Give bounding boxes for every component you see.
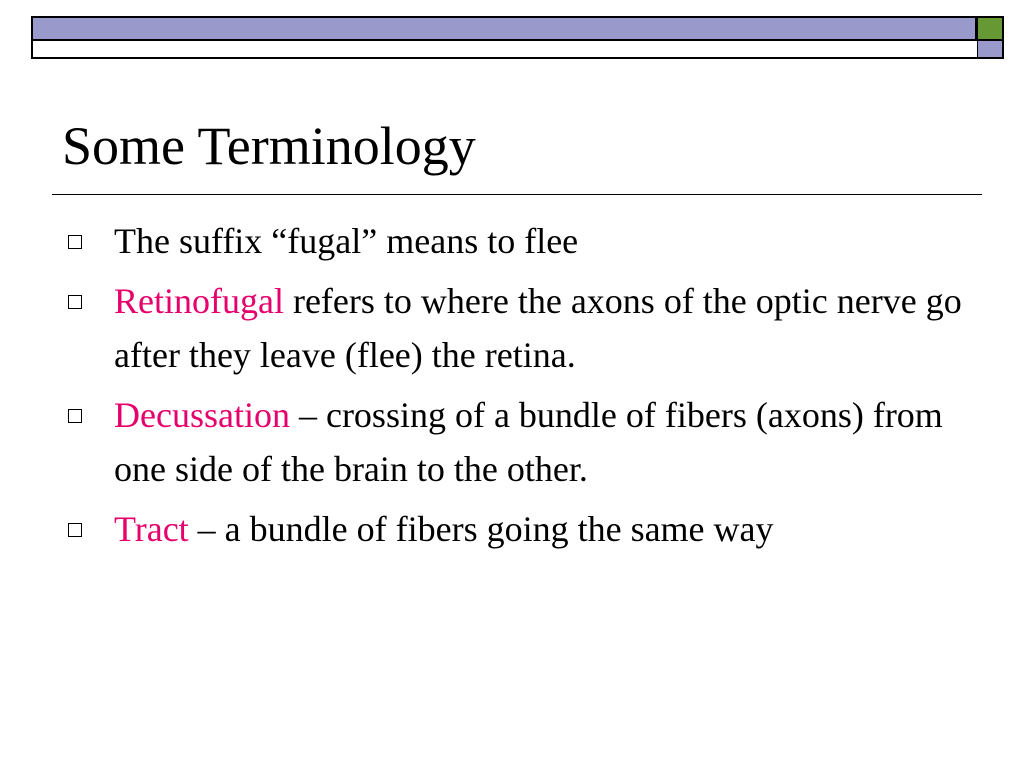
bullet-item-retinofugal bbox=[62, 274, 982, 382]
bullet-term: Tract bbox=[114, 509, 189, 549]
bullet-text: refers to where the axons of the optic nerve go after they leave (flee) the retina. bbox=[114, 281, 962, 375]
slide-title: Some Terminology bbox=[62, 116, 476, 176]
bullet-item-decussation bbox=[62, 388, 982, 496]
header-decoration-bar bbox=[31, 16, 977, 41]
hollow-square-bullet-icon bbox=[68, 295, 82, 309]
bullet-term: Decussation bbox=[114, 395, 290, 435]
hollow-square-bullet-icon bbox=[68, 409, 82, 423]
header-decoration-line bbox=[31, 57, 977, 59]
bullet-item-tract bbox=[62, 502, 982, 556]
bullet-list bbox=[62, 214, 982, 562]
bullet-text: – crossing of a bundle of fibers (axons) from one side of the brain to the other. bbox=[114, 395, 943, 489]
bullet-text: – a bundle of fibers going the same way bbox=[188, 509, 774, 549]
header-corner-green-square bbox=[977, 16, 1004, 41]
hollow-square-bullet-icon bbox=[68, 235, 82, 249]
bullet-term: Retinofugal bbox=[114, 281, 284, 321]
hollow-square-bullet-icon bbox=[68, 523, 82, 537]
bullet-text: The suffix “fugal” means to flee bbox=[114, 221, 579, 261]
title-divider bbox=[52, 194, 982, 195]
header-corner-blue-square bbox=[977, 41, 1004, 59]
bullet-item-fugal bbox=[62, 214, 982, 268]
